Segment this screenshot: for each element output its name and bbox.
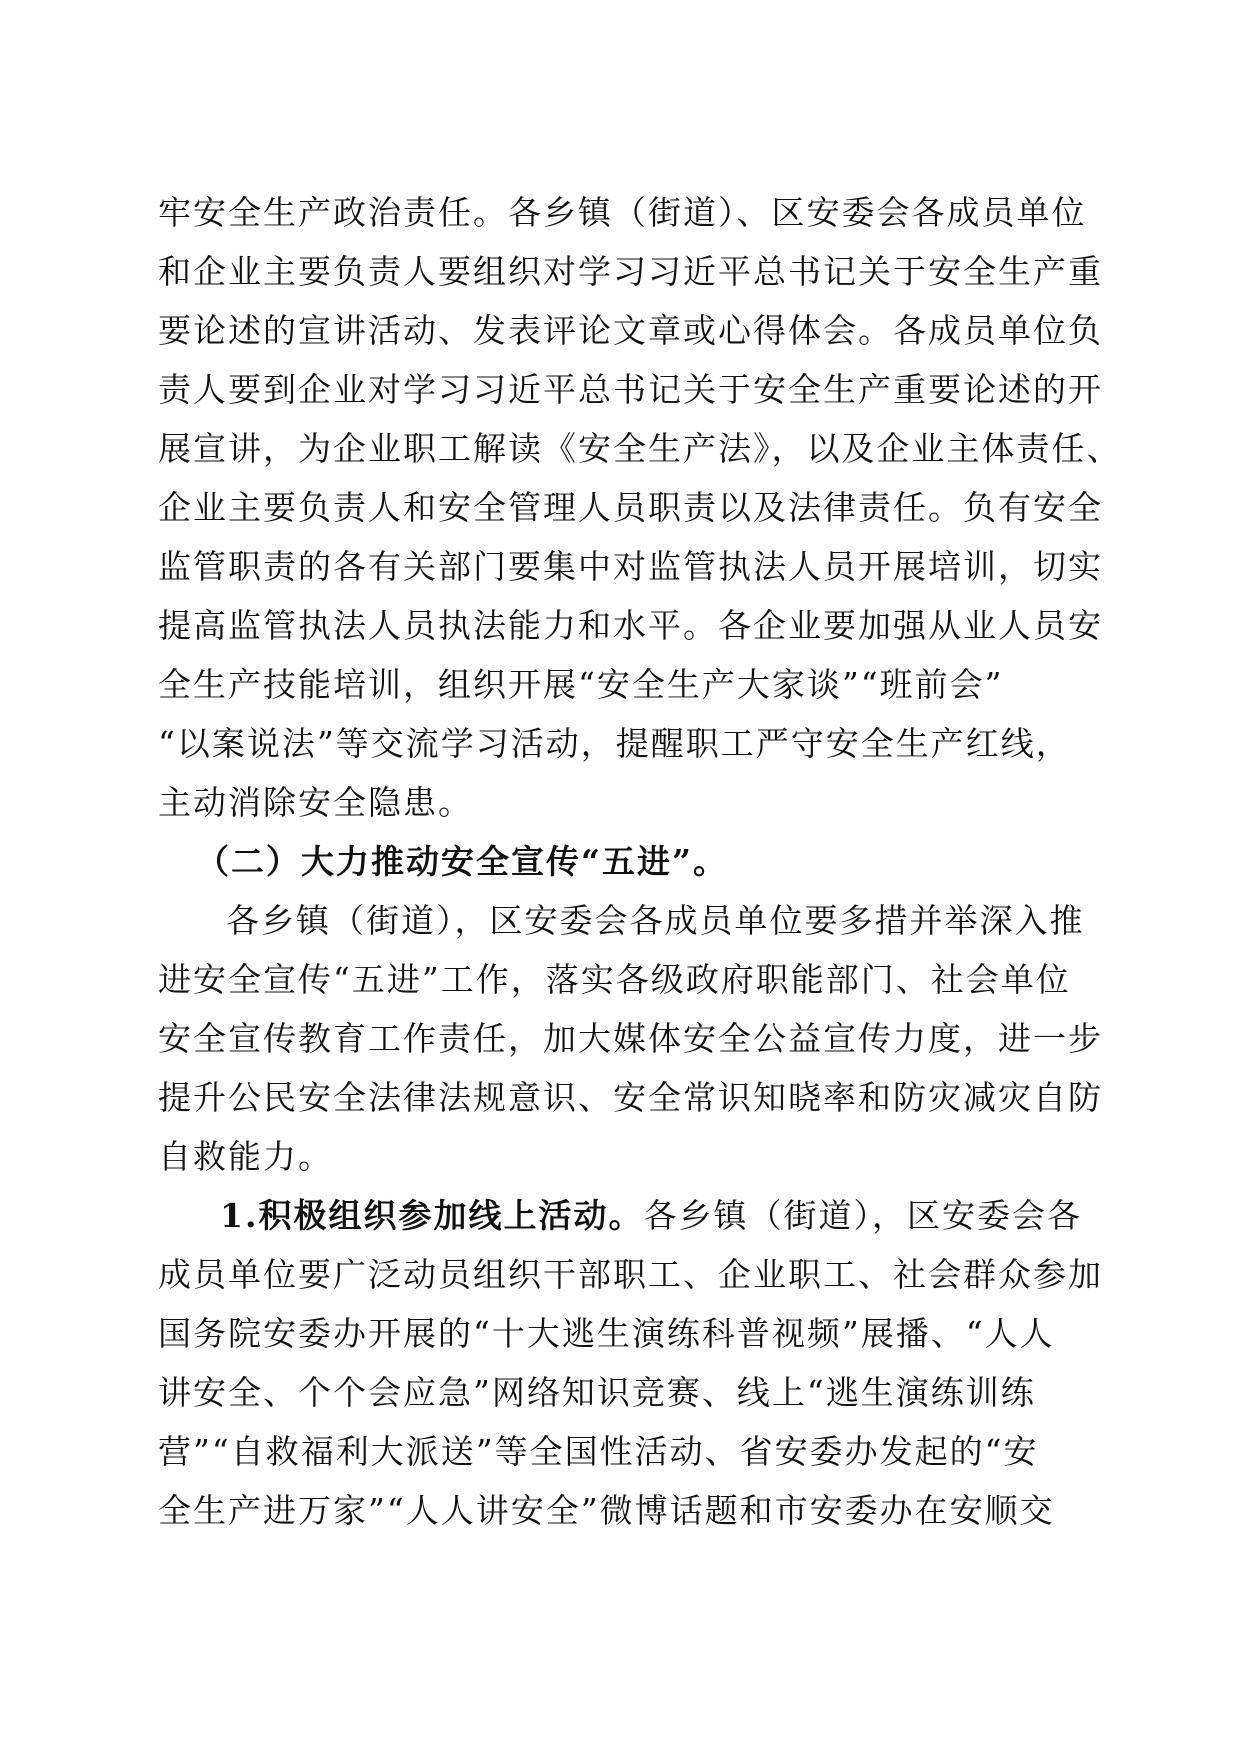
paragraph-line: 展宣讲，为企业职工解读《安全生产法》，以及企业主体责任、 [158,429,1122,468]
item-first-line [220,1196,1180,1236]
paragraph-line: 成员单位要广泛动员组织干部职工、企业职工、社会群众参加 [158,1255,1103,1294]
section-heading: （二）大力推动安全宣传“五进”。 [196,842,728,881]
paragraph-line: 和企业主要负责人要组织对学习习近平总书记关于安全生产重 [158,252,1103,291]
paragraph-line: 营”“自救福利大派送”等全国性活动、省安委办发起的“安 [158,1432,1039,1471]
paragraph-line: 讲安全、个个会应急”网络知识竞赛、线上“逃生演练训练 [158,1373,1036,1412]
paragraph-line: 监管职责的各有关部门要集中对监管执法人员开展培训，切实 [158,547,1103,586]
paragraph-line: 企业主要负责人和安全管理人员职责以及法律责任。负有安全 [158,488,1103,527]
item-text: 各乡镇（街道），区安委会各 [643,1196,1082,1235]
paragraph-line: 要论述的宣讲活动、发表评论文章或心得体会。各成员单位负 [158,311,1103,350]
paragraph-line: 全生产技能培训，组织开展“安全生产大家谈”“班前会” [158,665,1004,704]
paragraph-line: 自救能力。 [158,1137,333,1176]
paragraph-line: 责人要到企业对学习习近平总书记关于安全生产重要论述的开 [158,370,1103,409]
paragraph-line: 提高监管执法人员执法能力和水平。各企业要加强从业人员安 [158,606,1103,645]
paragraph-line: 提升公民安全法律法规意识、安全常识知晓率和防灾减灾自防 [158,1078,1103,1117]
paragraph-line: 安全宣传教育工作责任，加大媒体安全公益宣传力度，进一步 [158,1019,1103,1058]
paragraph-line: 各乡镇（街道），区安委会各成员单位要多措并举深入推 [226,901,1085,940]
paragraph-line: 牢安全生产政治责任。各乡镇（街道）、区安委会各成员单位 [158,193,1087,232]
item-title: 1.积极组织参加线上活动。 [220,1196,644,1235]
paragraph-line: “以案说法”等交流学习活动，提醒职工严守安全生产红线， [158,724,1071,763]
paragraph-line: 国务院安委办开展的“十大逃生演练科普视频”展播、“人人 [158,1314,1055,1353]
paragraph-line: 主动消除安全隐患。 [158,783,473,822]
paragraph-line: 进安全宣传“五进”工作，落实各级政府职能部门、社会单位 [158,960,1071,999]
paragraph-line: 全生产进万家”“人人讲安全”微博话题和市安委办在安顺交 [158,1491,1055,1530]
